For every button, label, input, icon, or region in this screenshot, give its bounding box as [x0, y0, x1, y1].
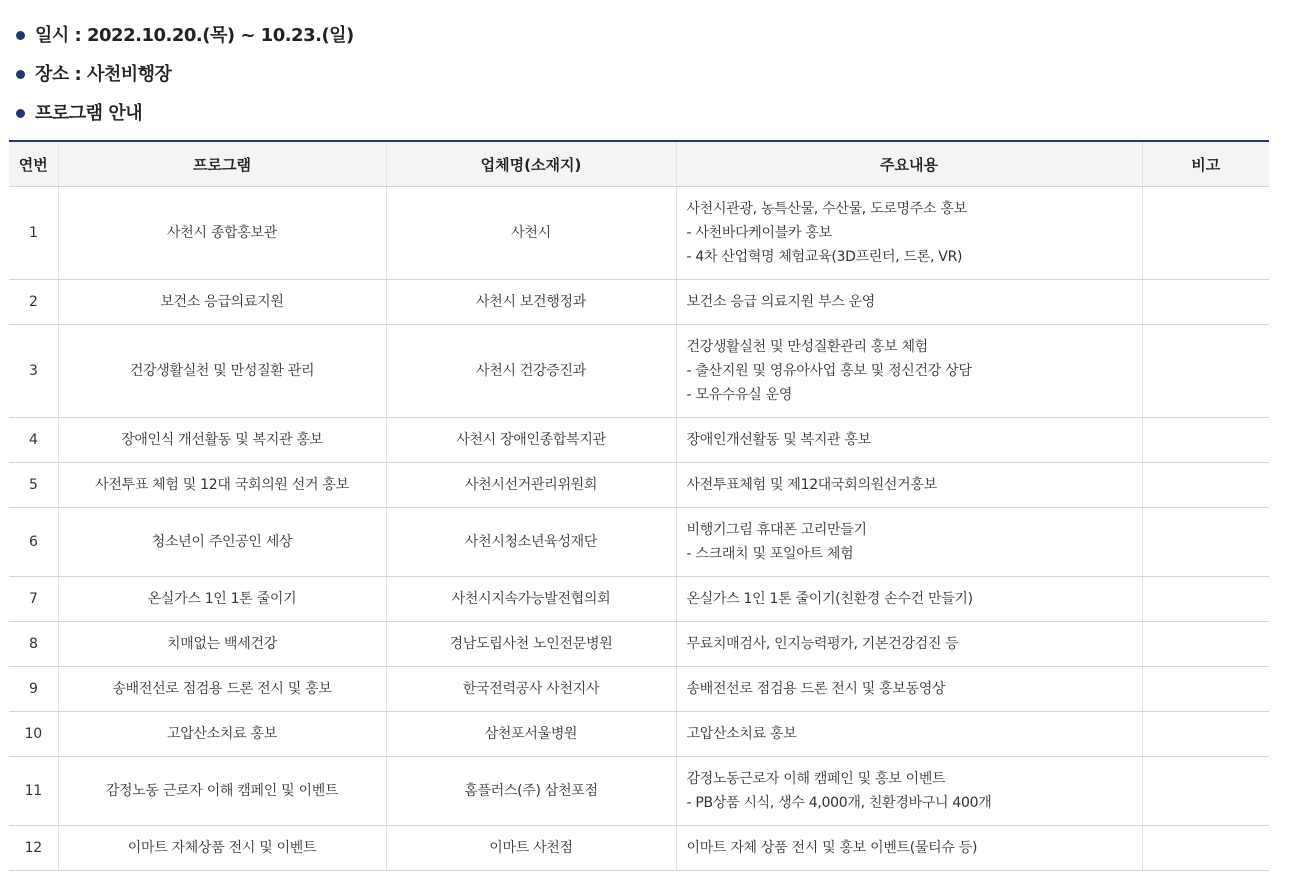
table-row — [9, 757, 1269, 826]
cell-no: 8 — [9, 622, 58, 667]
table-row — [9, 826, 1269, 871]
table-row — [9, 712, 1269, 757]
content-line: - 스크래치 및 포일아트 체험 — [686, 546, 854, 562]
cell-program: 사천시 종합홍보관 — [58, 187, 386, 280]
cell-note — [1142, 280, 1269, 325]
cell-content — [676, 667, 1142, 712]
program-guide-text: 프로그램 안내 — [35, 103, 143, 124]
cell-no: 7 — [9, 577, 58, 622]
table-row — [9, 418, 1269, 463]
cell-note — [1142, 418, 1269, 463]
cell-note — [1142, 325, 1269, 418]
cell-company: 사천시 — [386, 187, 676, 280]
cell-company: 사천시청소년육성재단 — [386, 508, 676, 577]
cell-program: 감정노동 근로자 이해 캠페인 및 이벤트 — [58, 757, 386, 826]
cell-company: 이마트 사천점 — [386, 826, 676, 871]
cell-content — [676, 622, 1142, 667]
cell-program: 이마트 자체상품 전시 및 이벤트 — [58, 826, 386, 871]
content-line: 이마트 자체 상품 전시 및 홍보 이벤트(물티슈 등) — [686, 840, 978, 856]
cell-company: 사천시지속가능발전협의회 — [386, 577, 676, 622]
cell-no: 9 — [9, 667, 58, 712]
cell-note — [1142, 667, 1269, 712]
header-no: 연번 — [9, 141, 58, 187]
cell-program: 건강생활실천 및 만성질환 관리 — [58, 325, 386, 418]
cell-company: 삼천포서울병원 — [386, 712, 676, 757]
event-location-text: 장소 : 사천비행장 — [35, 64, 172, 85]
event-info-list — [0, 0, 1295, 133]
bullet-icon — [16, 31, 25, 40]
content-line: 장애인개선활동 및 복지관 홍보 — [686, 432, 871, 448]
cell-content — [676, 757, 1142, 826]
content-line: 보건소 응급 의료지원 부스 운영 — [686, 294, 876, 310]
cell-note — [1142, 577, 1269, 622]
cell-program: 치매없는 백세건강 — [58, 622, 386, 667]
table-row — [9, 622, 1269, 667]
content-line: 온실가스 1인 1톤 줄이기(친환경 손수건 만들기) — [686, 591, 973, 607]
table-row — [9, 280, 1269, 325]
cell-note — [1142, 508, 1269, 577]
content-line: 비행기그림 휴대폰 고리만들기 — [686, 522, 867, 538]
bullet-icon — [16, 109, 25, 118]
cell-no: 12 — [9, 826, 58, 871]
table-row — [9, 667, 1269, 712]
content-line: 무료치매검사, 인지능력평가, 기본건강검진 등 — [686, 636, 959, 652]
cell-program: 보건소 응급의료지원 — [58, 280, 386, 325]
content-line: - 4차 산업혁명 체험교육(3D프린터, 드론, VR) — [686, 249, 963, 265]
cell-content — [676, 325, 1142, 418]
cell-no: 3 — [9, 325, 58, 418]
cell-content — [676, 418, 1142, 463]
cell-content — [676, 187, 1142, 280]
cell-note — [1142, 712, 1269, 757]
cell-content — [676, 712, 1142, 757]
table-row — [9, 325, 1269, 418]
event-date — [16, 16, 1295, 55]
cell-company: 사천시선거관리위원회 — [386, 463, 676, 508]
cell-note — [1142, 757, 1269, 826]
cell-no: 6 — [9, 508, 58, 577]
header-program: 프로그램 — [58, 141, 386, 187]
content-line: - PB상품 시식, 생수 4,000개, 친환경바구니 400개 — [686, 795, 992, 811]
content-line: 건강생활실천 및 만성질환관리 홍보 체험 — [686, 339, 928, 355]
table-body — [9, 187, 1269, 871]
cell-content — [676, 508, 1142, 577]
table-header-row — [9, 141, 1269, 187]
event-location — [16, 55, 1295, 94]
cell-program: 청소년이 주인공인 세상 — [58, 508, 386, 577]
cell-program: 송배전선로 점검용 드론 전시 및 홍보 — [58, 667, 386, 712]
content-line: 고압산소치료 홍보 — [686, 726, 797, 742]
cell-note — [1142, 187, 1269, 280]
cell-no: 5 — [9, 463, 58, 508]
cell-note — [1142, 622, 1269, 667]
content-line: - 사천바다케이블카 홍보 — [686, 225, 832, 241]
table-row — [9, 577, 1269, 622]
cell-content — [676, 280, 1142, 325]
header-company: 업체명(소재지) — [386, 141, 676, 187]
cell-note — [1142, 826, 1269, 871]
event-date-text: 일시 : 2022.10.20.(목) ~ 10.23.(일) — [35, 25, 354, 46]
cell-company: 사천시 장애인종합복지관 — [386, 418, 676, 463]
content-line: - 출산지원 및 영유아사업 홍보 및 정신건강 상담 — [686, 363, 972, 379]
content-line: 사천시관광, 농특산물, 수산물, 도로명주소 홍보 — [686, 201, 967, 217]
header-note: 비고 — [1142, 141, 1269, 187]
cell-company: 홈플러스(주) 삼천포점 — [386, 757, 676, 826]
program-guide-heading — [16, 94, 1295, 133]
cell-no: 10 — [9, 712, 58, 757]
cell-no: 11 — [9, 757, 58, 826]
header-content: 주요내용 — [676, 141, 1142, 187]
cell-program: 온실가스 1인 1톤 줄이기 — [58, 577, 386, 622]
cell-content — [676, 826, 1142, 871]
cell-content — [676, 463, 1142, 508]
content-line: 송배전선로 점검용 드론 전시 및 홍보동영상 — [686, 681, 946, 697]
cell-company: 사천시 보건행정과 — [386, 280, 676, 325]
table-row — [9, 463, 1269, 508]
content-line: 감정노동근로자 이해 캠페인 및 홍보 이벤트 — [686, 771, 946, 787]
cell-company: 사천시 건강증진과 — [386, 325, 676, 418]
bullet-icon — [16, 70, 25, 79]
content-line: 사전투표체험 및 제12대국회의원선거홍보 — [686, 477, 937, 493]
content-line: - 모유수유실 운영 — [686, 387, 793, 403]
cell-company: 한국전력공사 사천지사 — [386, 667, 676, 712]
program-table-wrapper — [9, 140, 1269, 871]
table-row — [9, 187, 1269, 280]
cell-content — [676, 577, 1142, 622]
cell-no: 4 — [9, 418, 58, 463]
cell-program: 고압산소치료 홍보 — [58, 712, 386, 757]
cell-company: 경남도립사천 노인전문병원 — [386, 622, 676, 667]
cell-program: 장애인식 개선활동 및 복지관 홍보 — [58, 418, 386, 463]
table-row — [9, 508, 1269, 577]
cell-program: 사전투표 체험 및 12대 국회의원 선거 홍보 — [58, 463, 386, 508]
cell-no: 2 — [9, 280, 58, 325]
cell-note — [1142, 463, 1269, 508]
program-table — [9, 140, 1269, 871]
cell-no: 1 — [9, 187, 58, 280]
